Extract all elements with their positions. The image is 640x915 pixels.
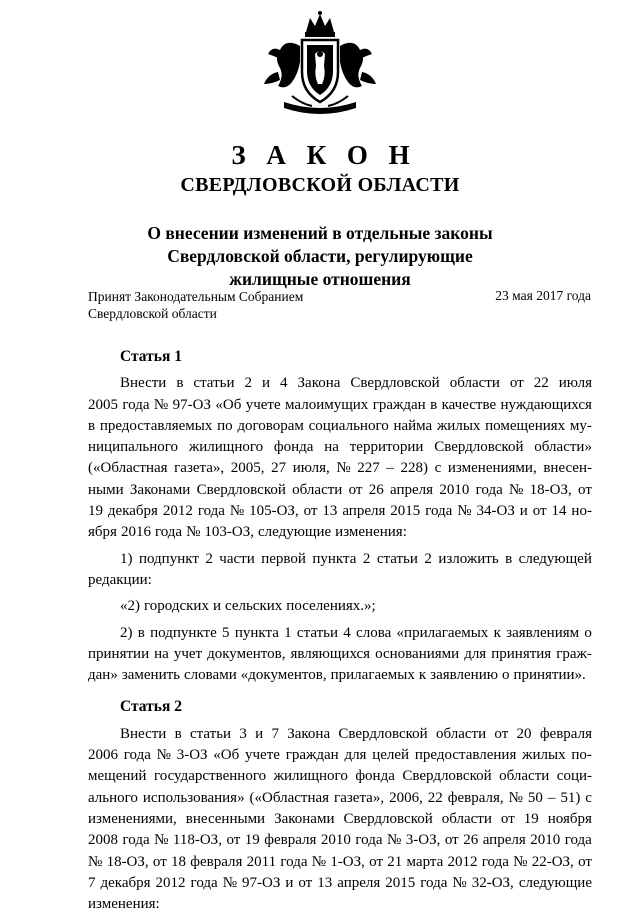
- word: 21: [387, 853, 403, 870]
- word: №: [154, 832, 169, 849]
- word: марта: [406, 853, 444, 870]
- word: №: [508, 789, 523, 806]
- word: внесенными: [185, 810, 266, 827]
- word: в: [88, 417, 96, 434]
- word: 26: [368, 481, 384, 498]
- word: декабря: [100, 874, 151, 891]
- word: первой: [261, 550, 306, 567]
- word: помещениях: [485, 417, 566, 434]
- text-line: [88, 724, 592, 745]
- word: и: [285, 874, 294, 891]
- word: предоставляемых: [99, 417, 213, 434]
- word: 32-ОЗ,: [471, 874, 514, 891]
- word: года: [154, 524, 183, 541]
- word: от: [152, 853, 167, 870]
- word: малоимущих: [285, 396, 369, 413]
- word: №: [156, 747, 171, 764]
- word: 2010: [530, 832, 561, 849]
- word: словами: [184, 667, 237, 684]
- word: года: [123, 747, 151, 764]
- word: 2011: [246, 853, 277, 870]
- word: Свердловской: [338, 725, 428, 742]
- word: качестве: [441, 396, 497, 413]
- word: 50: [527, 789, 543, 806]
- word: от: [369, 853, 384, 870]
- subject-line: жилищные отношения: [229, 269, 411, 289]
- word: основаниями: [375, 645, 460, 662]
- word: области: [441, 810, 492, 827]
- word: июля: [558, 375, 592, 392]
- text-line: [88, 596, 592, 617]
- word: договорам: [237, 417, 304, 434]
- word: Закона: [287, 725, 331, 742]
- word: –: [547, 789, 556, 806]
- word: граждан: [372, 396, 426, 413]
- word: подпункте: [150, 624, 217, 641]
- word: 2005,: [230, 460, 265, 477]
- word: области: [499, 768, 550, 785]
- word: 4: [343, 624, 351, 641]
- word: 18-ОЗ,: [529, 481, 572, 498]
- word: февраля: [264, 832, 317, 849]
- word: №: [88, 853, 103, 870]
- word: статьи: [296, 624, 339, 641]
- word: №: [457, 503, 472, 520]
- word: года: [122, 396, 150, 413]
- word: 27: [271, 460, 287, 477]
- word: учете: [245, 396, 281, 413]
- word: подпункт: [138, 550, 199, 567]
- word: 13: [317, 874, 333, 891]
- word: 51): [560, 789, 581, 806]
- word: и: [519, 503, 528, 520]
- word: жилищного: [273, 768, 348, 785]
- adopted-by: [88, 288, 303, 322]
- word: изменения:: [335, 524, 407, 541]
- word: но-: [571, 503, 592, 520]
- word: целей: [372, 747, 410, 764]
- word: от: [532, 503, 547, 520]
- word: 2008: [88, 832, 118, 849]
- word: от: [494, 725, 509, 742]
- word: и: [255, 725, 264, 742]
- word: социального: [308, 417, 389, 434]
- text-line: [88, 549, 592, 570]
- word: в: [430, 396, 438, 413]
- word: года: [420, 874, 448, 891]
- word: изложить: [438, 550, 499, 567]
- word: Закона: [297, 375, 341, 392]
- word: «2): [120, 598, 140, 615]
- word: для: [344, 747, 367, 764]
- word: года: [355, 832, 383, 849]
- law-title: З А К О Н: [231, 140, 417, 170]
- word: прилагаемых: [330, 667, 415, 684]
- subject-line: О внесении изменений в отдельные законы: [147, 223, 493, 243]
- word: пункта: [312, 550, 357, 567]
- adopted-by-line: Свердловской области: [88, 306, 217, 321]
- word: в: [176, 375, 184, 392]
- text-line: [88, 522, 592, 543]
- word: 22: [427, 789, 443, 806]
- word: года: [481, 853, 509, 870]
- word: 2: [424, 550, 432, 567]
- word: следующие: [518, 874, 592, 891]
- word: 19: [523, 810, 539, 827]
- word: от: [578, 853, 592, 870]
- word: области»: [534, 439, 592, 456]
- text-line: [88, 458, 592, 479]
- word: по: [217, 417, 233, 434]
- adoption-date: 23 мая 2017 года: [495, 288, 591, 303]
- text-line: [88, 665, 592, 686]
- word: му-: [569, 417, 592, 434]
- word: 97-ОЗ: [172, 396, 211, 413]
- word: от: [348, 481, 363, 498]
- word: №: [229, 503, 245, 520]
- text-line: [88, 766, 592, 787]
- word: года: [475, 481, 503, 498]
- word: 1): [120, 550, 133, 567]
- word: учете: [245, 747, 280, 764]
- word: 18: [171, 853, 187, 870]
- word: 4: [280, 375, 288, 392]
- word: Внести: [120, 375, 167, 392]
- word: 2006: [88, 747, 118, 764]
- word: ального: [88, 789, 138, 806]
- word: фонда: [355, 768, 395, 785]
- word: 2: [205, 550, 213, 567]
- word: года: [197, 503, 225, 520]
- word: 103-ОЗ,: [204, 524, 254, 541]
- word: от: [578, 481, 592, 498]
- word: 5: [222, 624, 230, 641]
- word: года: [280, 853, 308, 870]
- text-line: [88, 570, 592, 591]
- word: 2012: [162, 503, 193, 520]
- word: соци-: [556, 768, 592, 785]
- word: №: [336, 460, 351, 477]
- word: ниципального: [88, 439, 179, 456]
- word: предоставления: [414, 747, 517, 764]
- word: по-: [571, 747, 592, 764]
- word: 2012: [447, 853, 478, 870]
- word: июля,: [292, 460, 330, 477]
- word: от: [500, 810, 515, 827]
- word: в: [174, 725, 182, 742]
- word: от: [444, 832, 459, 849]
- word: ноября: [547, 810, 592, 827]
- word: 22: [533, 375, 549, 392]
- word: №: [513, 853, 528, 870]
- text-line: [88, 623, 592, 644]
- word: №: [452, 874, 467, 891]
- text-line: [88, 395, 592, 416]
- word: государственного: [153, 768, 267, 785]
- text-line: [88, 745, 592, 766]
- word: Внести: [120, 725, 167, 742]
- word: газета»,: [174, 460, 225, 477]
- word: 2015: [390, 503, 421, 520]
- text-line: [88, 830, 592, 851]
- word: к: [418, 667, 427, 684]
- word: 7: [271, 725, 279, 742]
- word: с: [434, 460, 442, 477]
- word: 1-ОЗ,: [330, 853, 365, 870]
- coat-of-arms-icon: [258, 10, 382, 120]
- subject-line: Свердловской области, регулирующие: [167, 246, 473, 266]
- word: следующей: [518, 550, 592, 567]
- word: использования»: [142, 789, 245, 806]
- text-line: [88, 852, 592, 873]
- word: жилищного: [188, 439, 264, 456]
- word: 2012: [155, 874, 186, 891]
- word: 19: [244, 832, 260, 849]
- word: от: [226, 832, 241, 849]
- word: статьи: [189, 725, 232, 742]
- word: («Областная: [88, 460, 168, 477]
- word: 22-ОЗ,: [531, 853, 574, 870]
- word: 97-ОЗ: [242, 874, 281, 891]
- word: статьи: [376, 550, 418, 567]
- text-line: [88, 788, 592, 809]
- word: учет: [173, 645, 203, 662]
- word: 2: [362, 550, 371, 567]
- region-title: СВЕРДЛОВСКОЙ ОБЛАСТИ: [180, 174, 460, 196]
- adopted-by-line: Принят Законодательным Собранием: [88, 289, 304, 304]
- word: №: [387, 832, 402, 849]
- word: заменить: [121, 667, 181, 684]
- word: о: [501, 667, 510, 684]
- word: редакции:: [88, 571, 152, 588]
- word: жилых: [522, 747, 566, 764]
- word: 2016: [120, 524, 151, 541]
- word: 13: [322, 503, 338, 520]
- word: сельских: [224, 598, 283, 615]
- text-line: [88, 644, 592, 665]
- word: №: [509, 481, 524, 498]
- word: Свердловской: [402, 768, 492, 785]
- word: 2015: [385, 874, 416, 891]
- word: документов,: [207, 645, 286, 662]
- word: апреля: [390, 481, 434, 498]
- word: Свердловской: [343, 810, 433, 827]
- word: №: [222, 874, 237, 891]
- word: дан»: [88, 667, 118, 684]
- word: мещений: [88, 768, 147, 785]
- word: на: [154, 645, 169, 662]
- word: жилых: [436, 417, 481, 434]
- word: 2006,: [389, 789, 423, 806]
- law-subject: [0, 222, 640, 291]
- word: февраля: [190, 853, 243, 870]
- word: «Об: [215, 396, 242, 413]
- word: Законами: [274, 810, 335, 827]
- word: для: [464, 645, 487, 662]
- word: Свердловской: [350, 375, 440, 392]
- word: области: [435, 725, 487, 742]
- word: изменениями,: [88, 810, 177, 827]
- word: года: [122, 832, 150, 849]
- word: от: [303, 503, 318, 520]
- word: найма: [393, 417, 433, 434]
- word: области: [449, 375, 500, 392]
- word: граж-: [556, 645, 592, 662]
- word: 2: [244, 375, 252, 392]
- word: и: [212, 598, 221, 615]
- word: 2): [120, 624, 133, 641]
- word: граждан: [285, 747, 339, 764]
- word: 26: [463, 832, 479, 849]
- word: части: [219, 550, 255, 567]
- word: 7: [88, 874, 96, 891]
- article-2-heading: Статья 2: [120, 698, 182, 716]
- word: «документов,: [240, 667, 327, 684]
- word: апреля: [342, 503, 386, 520]
- text-line: [88, 809, 592, 830]
- word: в: [137, 624, 145, 641]
- word: –: [386, 460, 394, 477]
- word: 105-ОЗ,: [249, 503, 299, 520]
- word: 3-ОЗ: [176, 747, 208, 764]
- word: 227: [357, 460, 380, 477]
- word: статьи: [193, 375, 235, 392]
- word: 2005: [88, 396, 118, 413]
- word: декабря: [107, 503, 158, 520]
- word: фонда: [273, 439, 314, 456]
- article-1-heading: Статья 1: [120, 348, 182, 365]
- word: 228): [400, 460, 429, 477]
- word: территории: [349, 439, 424, 456]
- word: поселениях.»;: [286, 598, 376, 615]
- word: от: [509, 375, 524, 392]
- word: 3-ОЗ,: [405, 832, 441, 849]
- text-line: [88, 416, 592, 437]
- word: изменениями,: [447, 460, 537, 477]
- word: года: [564, 832, 592, 849]
- word: года: [190, 874, 218, 891]
- word: заявлениям: [506, 624, 580, 641]
- word: области: [292, 481, 343, 498]
- text-line: [88, 501, 592, 522]
- word: на: [324, 439, 339, 456]
- word: 2010: [320, 832, 351, 849]
- word: апреля: [337, 874, 381, 891]
- word: нуждающихся: [500, 396, 592, 413]
- word: 2010: [439, 481, 470, 498]
- word: принятия: [491, 645, 552, 662]
- word: 20: [516, 725, 532, 742]
- word: №: [153, 396, 169, 413]
- word: апреля: [482, 832, 526, 849]
- word: 118-ОЗ,: [172, 832, 222, 849]
- word: 3: [239, 725, 247, 742]
- word: с: [585, 789, 592, 806]
- word: №: [311, 853, 327, 870]
- word: 34-ОЗ: [476, 503, 515, 520]
- word: февраля,: [447, 789, 504, 806]
- word: «Об: [213, 747, 240, 764]
- word: и: [262, 375, 271, 392]
- word: являющихся: [290, 645, 371, 662]
- word: газета»,: [334, 789, 385, 806]
- text-line: [88, 480, 592, 501]
- word: ными: [88, 481, 124, 498]
- word: («Областная: [249, 789, 330, 806]
- word: городских: [144, 598, 209, 615]
- word: Свердловской: [434, 439, 524, 456]
- word: Свердловской: [196, 481, 286, 498]
- word: 18-ОЗ,: [106, 853, 149, 870]
- word: к: [493, 624, 501, 641]
- law-body: [88, 346, 592, 915]
- word: принятии: [88, 645, 150, 662]
- text-line: [88, 437, 592, 458]
- word: от: [298, 874, 313, 891]
- word: «прилагаемых: [396, 624, 489, 641]
- word: в: [505, 550, 513, 567]
- word: 19: [88, 503, 103, 520]
- word: 1: [284, 624, 292, 641]
- text-line: [88, 373, 592, 394]
- word: 14: [551, 503, 567, 520]
- word: изменения:: [88, 896, 160, 913]
- word: года: [425, 503, 453, 520]
- word: №: [186, 524, 201, 541]
- word: февраля: [539, 725, 592, 742]
- word: заявлению: [430, 667, 498, 684]
- word: Законами: [129, 481, 191, 498]
- text-line: [88, 873, 592, 894]
- word: ября: [88, 524, 117, 541]
- word: следующие: [257, 524, 332, 541]
- word: принятии».: [513, 667, 586, 684]
- word: внесен-: [543, 460, 592, 477]
- word: пункта: [234, 624, 279, 641]
- word: слова: [356, 624, 392, 641]
- word: о: [584, 624, 592, 641]
